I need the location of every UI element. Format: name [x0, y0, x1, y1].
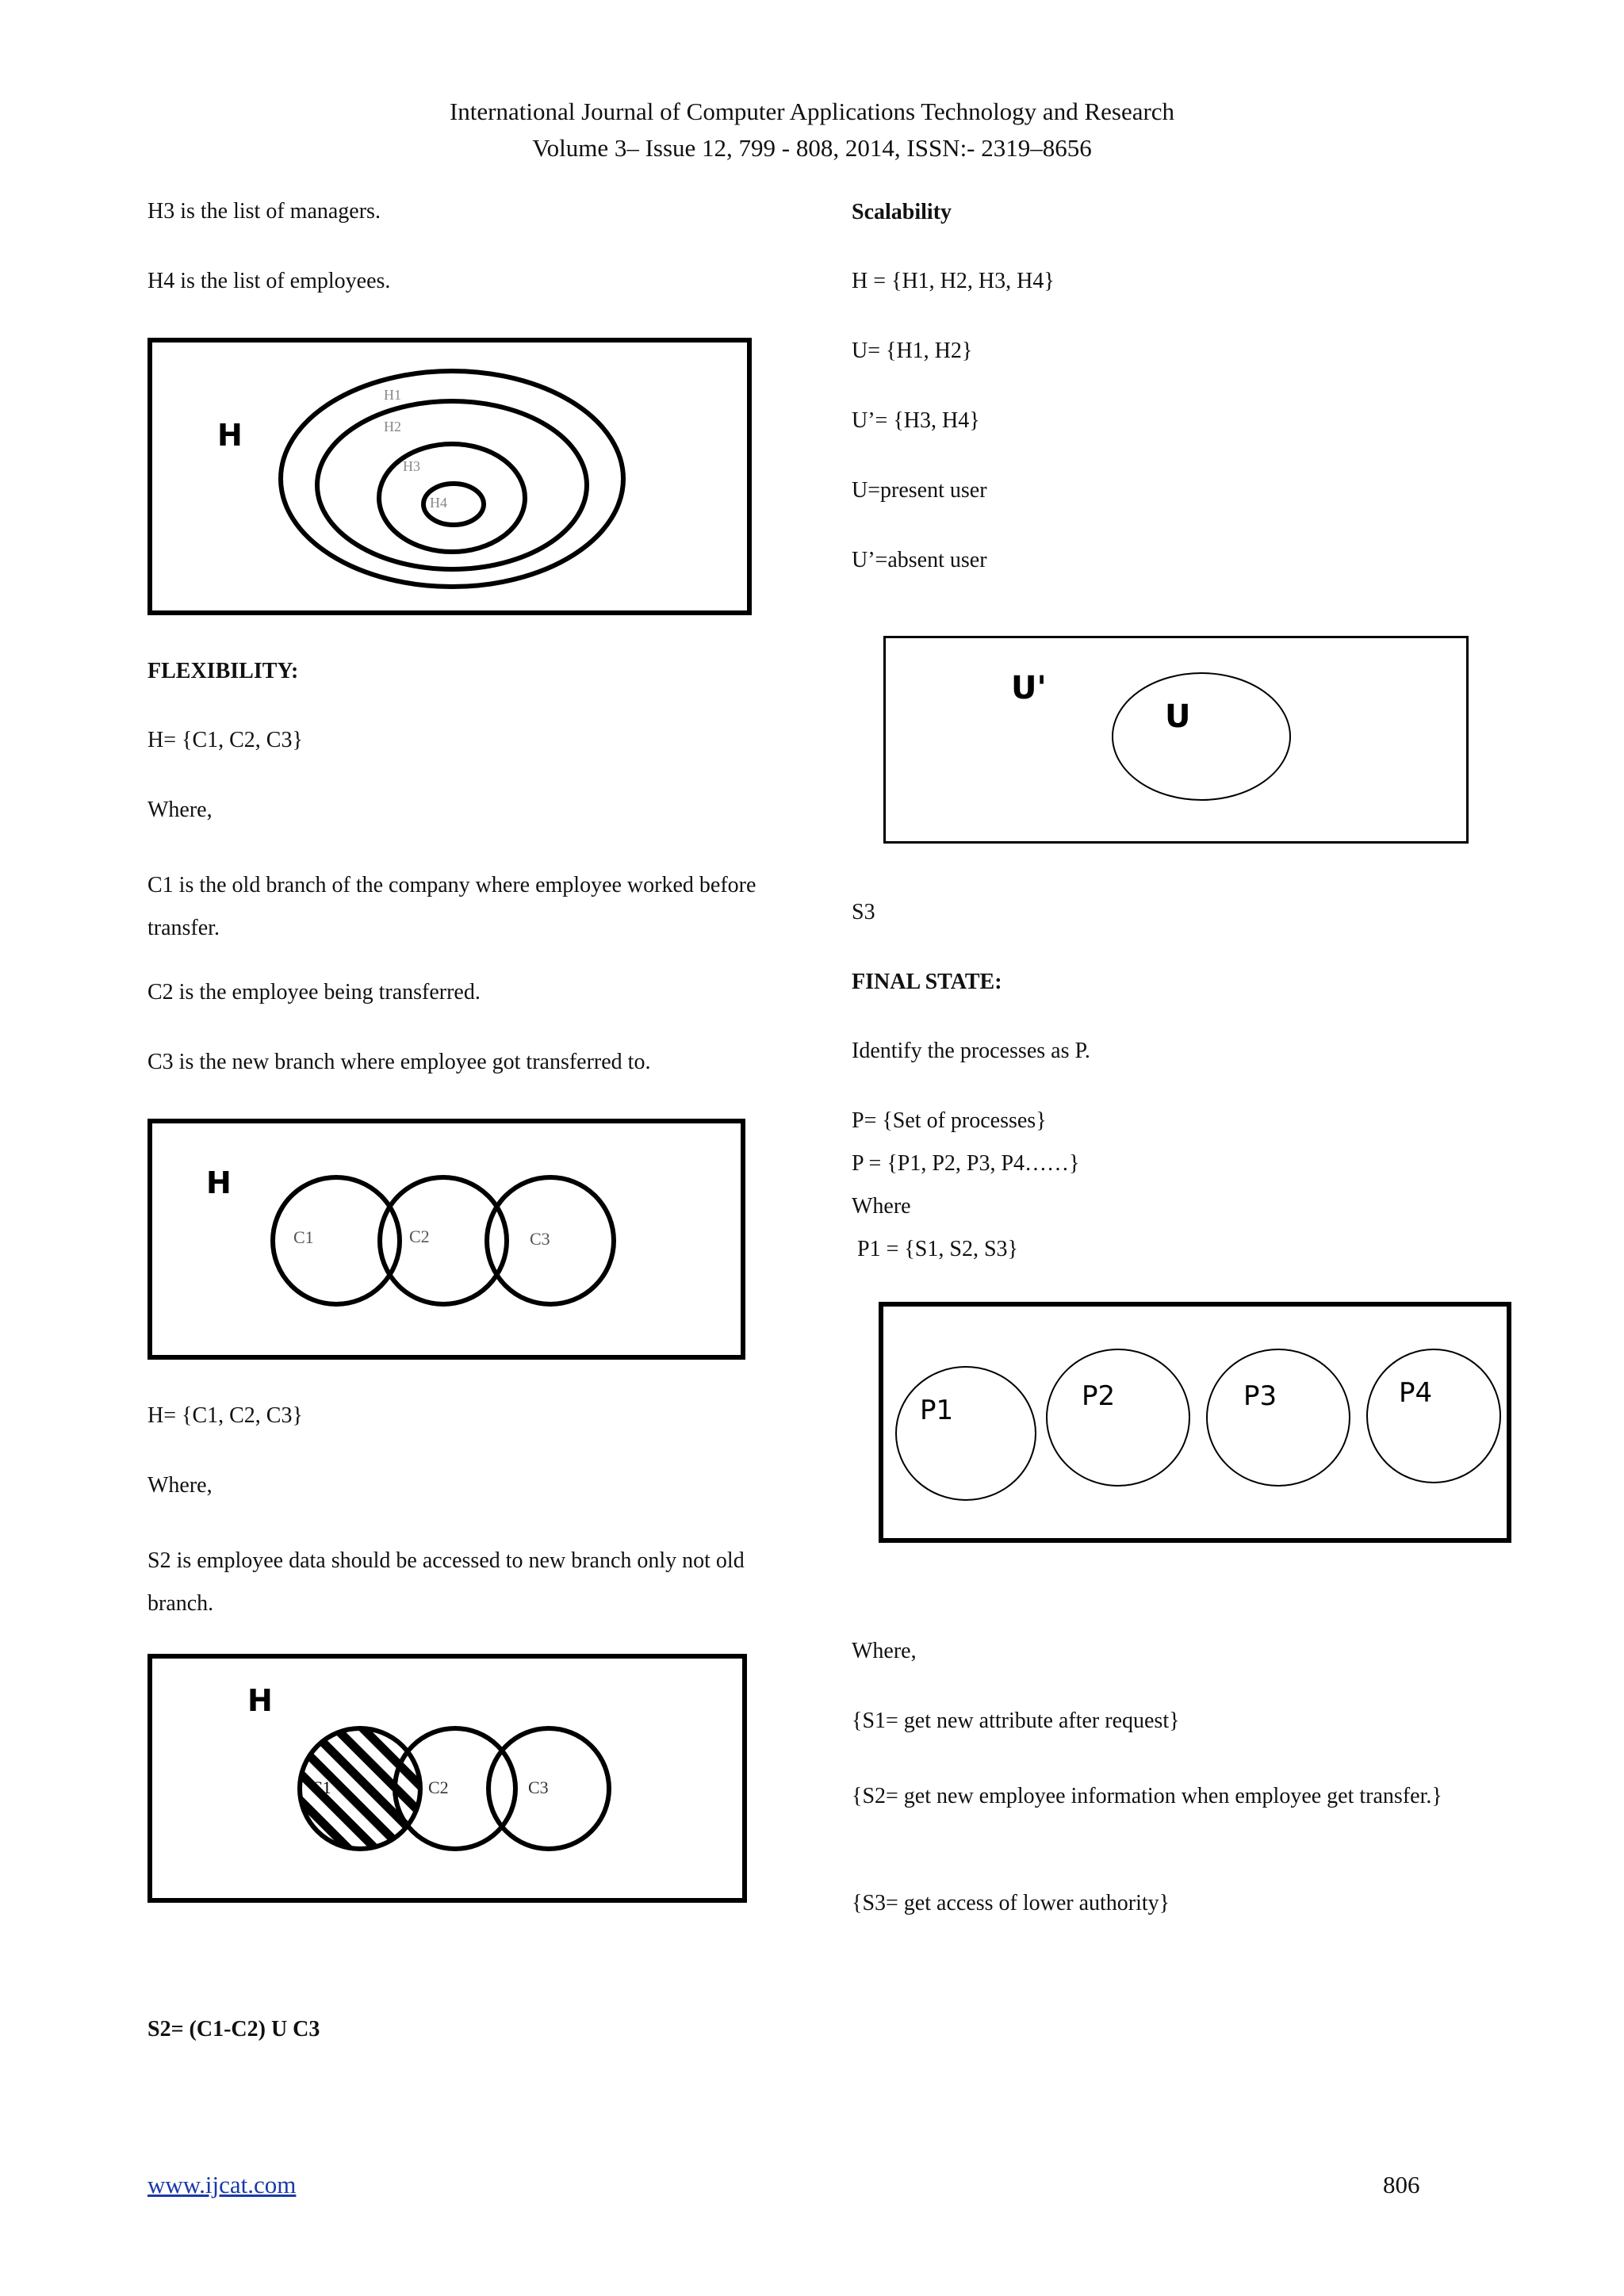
p1-set: P1 = {S1, S2, S3}	[852, 1237, 1018, 1261]
access-figure	[147, 1654, 747, 1903]
where-label-1: Where,	[147, 798, 213, 822]
journal-title: International Journal of Computer Applications Technology and Research	[449, 98, 1175, 125]
outer-set-label: H	[206, 1165, 232, 1200]
where-label-3: Where,	[852, 1639, 917, 1663]
h2-label: H2	[384, 419, 401, 434]
c1-label: C1	[311, 1777, 331, 1797]
where-label-2: Where,	[147, 1473, 213, 1498]
u-prime-definition: U’=absent user	[852, 548, 987, 572]
journal-website-link[interactable]: www.ijcat.com	[147, 2171, 297, 2198]
processes-figure	[879, 1302, 1511, 1543]
p1-label: P1	[920, 1395, 954, 1426]
where-p-label: Where	[852, 1194, 911, 1219]
identify-processes: Identify the processes as P.	[852, 1039, 1090, 1063]
s3-definition: {S3= get access of lower authority}	[852, 1891, 1170, 1915]
present-users-label: U	[1165, 698, 1191, 735]
c1-label: C1	[293, 1227, 314, 1247]
c2-description: C2 is the employee being transferred.	[147, 980, 481, 1004]
p2-circle	[1047, 1349, 1189, 1486]
branches-diagram	[152, 1123, 741, 1355]
s1-definition: {S1= get new attribute after request}	[852, 1709, 1180, 1733]
s3-label: S3	[852, 900, 875, 924]
h4-description: H4 is the list of employees.	[147, 269, 391, 293]
nested-sets-diagram	[152, 342, 747, 610]
c3-circle	[488, 1728, 609, 1849]
present-users-ellipse	[1113, 673, 1290, 800]
c3-label: C3	[530, 1229, 550, 1249]
u-set: U= {H1, H2}	[852, 339, 973, 363]
c2-label: C2	[409, 1226, 430, 1246]
u-prime-set: U’= {H3, H4}	[852, 408, 980, 433]
p4-label: P4	[1399, 1377, 1433, 1409]
u-definition: U=present user	[852, 478, 987, 503]
s2-description: S2 is employee data should be accessed to new branch only not old branch.	[147, 1548, 745, 1616]
c2-label: C2	[428, 1777, 449, 1797]
outer-set-label: H	[247, 1683, 273, 1718]
p4-circle	[1367, 1349, 1500, 1483]
flexibility-heading: FLEXIBILITY:	[147, 659, 299, 683]
flexibility-set-2: H= {C1, C2, C3}	[147, 1403, 303, 1428]
branches-figure	[147, 1119, 745, 1360]
c1-description: C1 is the old branch of the company where employee worked before transfer.	[147, 873, 756, 940]
h-set: H = {H1, H2, H3, H4}	[852, 269, 1055, 293]
p3-label: P3	[1243, 1380, 1277, 1412]
h3-ellipse	[379, 444, 525, 552]
c3-description: C3 is the new branch where employee got transferred to.	[147, 1050, 651, 1074]
nested-sets-figure	[147, 338, 752, 615]
p3-circle	[1207, 1349, 1350, 1486]
users-diagram	[886, 638, 1466, 841]
c3-label: C3	[528, 1777, 549, 1797]
p-definition: P= {Set of processes}	[852, 1108, 1047, 1133]
users-figure	[883, 636, 1469, 844]
h3-description: H3 is the list of managers.	[147, 199, 381, 224]
p2-label: P2	[1082, 1380, 1116, 1412]
s2-formula: S2= (C1-C2) U C3	[147, 2017, 320, 2042]
scalability-heading: Scalability	[852, 200, 952, 224]
p1-circle	[896, 1367, 1036, 1500]
processes-diagram	[883, 1307, 1507, 1538]
outer-set-label: H	[217, 418, 243, 453]
h4-label: H4	[430, 495, 447, 511]
page-number: 806	[1383, 2171, 1420, 2198]
access-diagram	[152, 1659, 742, 1898]
absent-users-label: U'	[1011, 670, 1047, 706]
journal-volume: Volume 3– Issue 12, 799 - 808, 2014, ISSN:- 2319–8656	[532, 134, 1092, 162]
final-state-heading: FINAL STATE:	[852, 970, 1002, 994]
h1-label: H1	[384, 387, 401, 403]
p-set: P = {P1, P2, P3, P4……}	[852, 1151, 1080, 1176]
flexibility-set: H= {C1, C2, C3}	[147, 728, 303, 752]
h3-label: H3	[403, 458, 420, 474]
s2-definition: {S2= get new employee information when employee get transfer.}	[852, 1784, 1442, 1808]
